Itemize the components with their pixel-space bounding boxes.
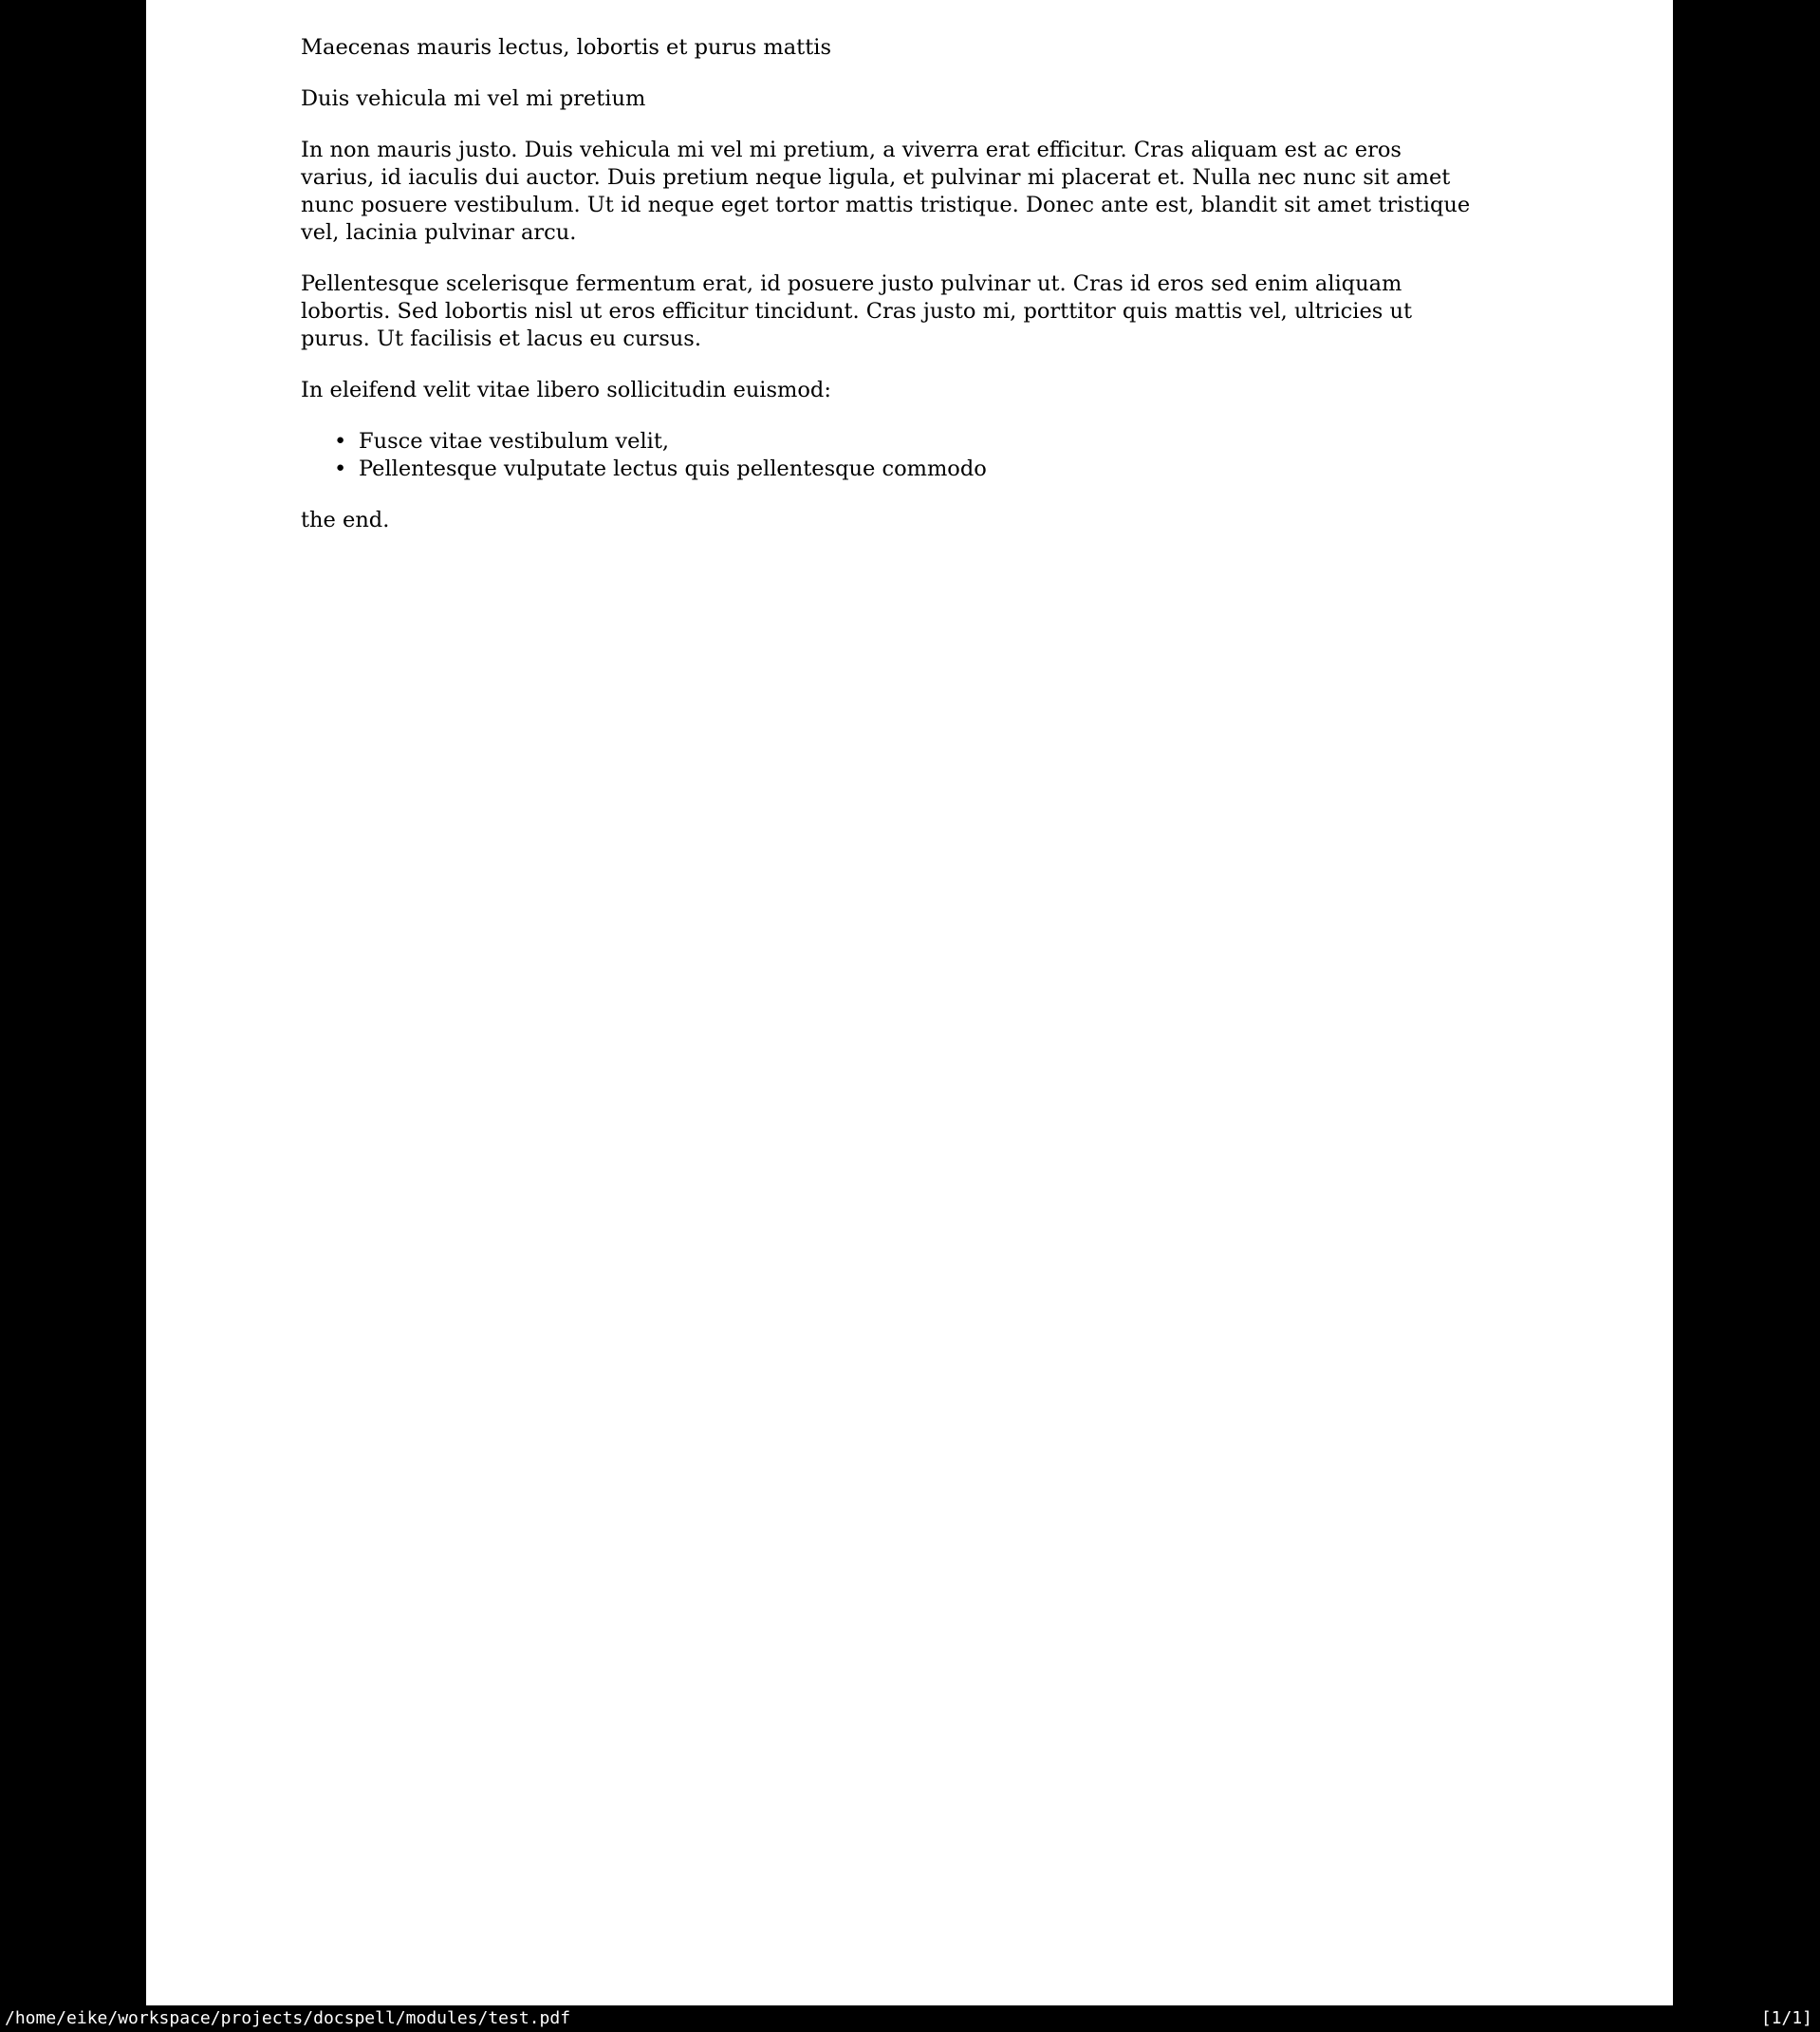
list-item-text: Pellentesque vulputate lectus quis pellentesque commodo (359, 457, 987, 481)
bullet-icon: • (334, 457, 347, 481)
status-bar (0, 2005, 1820, 2032)
paragraph: In eleifend velit vitae libero sollicitudin euismod: (301, 378, 831, 402)
page-indicator: [1/1] (1760, 2008, 1812, 2028)
list-item (301, 456, 1476, 483)
list-item-text: Fusce vitae vestibulum velit, (359, 429, 670, 454)
paragraph: Duis vehicula mi vel mi pretium (301, 86, 646, 111)
paragraph: In non mauris justo. Duis vehicula mi vel mi pretium, a viverra erat efficitur. Cras aliquam est ac eros varius, id iaculis dui auctor. Duis pretium neque ligula, et pulvinar mi placerat et. Nulla nec nunc sit amet nunc posuere vestibulum. Ut id neque eget tortor mattis tristique. Donec ante est, blandit sit amet tristique vel, lacinia pulvinar arcu. (301, 138, 1471, 245)
paragraph: Maecenas mauris lectus, lobortis et purus mattis (301, 35, 831, 60)
paragraph: Pellentesque scelerisque fermentum erat, id posuere justo pulvinar ut. Cras id eros sed enim aliquam lobortis. Sed lobortis nisl ut eros efficitur tincidunt. Cras justo mi, porttitor quis mattis vel, ultricies ut purus. Ut facilisis et lacus eu cursus. (301, 271, 1412, 351)
list-item (301, 428, 1476, 456)
document-page[interactable] (146, 0, 1673, 2005)
document-content (301, 0, 1476, 558)
bullet-list (301, 428, 1476, 483)
file-path: /home/eike/workspace/projects/docspell/modules/test.pdf (5, 2008, 571, 2028)
bullet-icon: • (334, 429, 347, 454)
closing-paragraph: the end. (301, 508, 390, 532)
